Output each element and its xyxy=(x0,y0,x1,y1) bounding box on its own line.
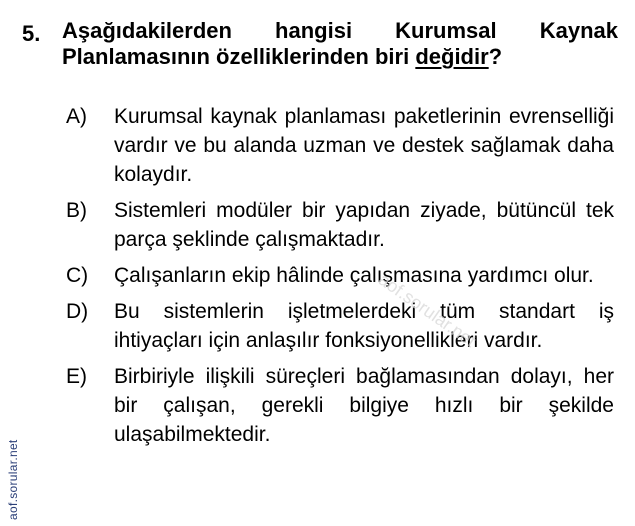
option-label: B) xyxy=(66,199,87,222)
question-text-emphasis: değidir xyxy=(415,44,489,69)
option-label: E) xyxy=(66,365,87,388)
question-header xyxy=(22,18,618,70)
option-a[interactable] xyxy=(66,102,614,189)
question-text-end: ? xyxy=(488,44,503,69)
option-c[interactable] xyxy=(66,261,614,290)
option-label: A) xyxy=(66,105,87,128)
question-text xyxy=(62,18,618,70)
option-e[interactable] xyxy=(66,362,614,449)
option-label: C) xyxy=(66,264,89,287)
question-number: 5. xyxy=(22,21,41,46)
option-d[interactable] xyxy=(66,297,614,355)
option-text: Çalışanların ekip hâlinde çalışmasına yardımcı olur. xyxy=(114,264,594,287)
question-text-main: Aşağıdakilerden hangisi Kurumsal Kaynak Planlamasının özelliklerinden biri xyxy=(62,18,618,69)
answer-options xyxy=(66,102,614,456)
center-watermark: aof.sorular.net xyxy=(374,269,480,351)
option-text: Sistemleri modüler bir yapıdan ziyade, bütüncül tek parça şeklinde çalışmaktadır. xyxy=(114,199,614,251)
option-label: D) xyxy=(66,300,89,323)
option-text: Kurumsal kaynak planlaması paketlerinin evrenselliği vardır ve bu alanda uzman ve destek sağlamak daha kolaydır. xyxy=(114,105,614,186)
question-block xyxy=(22,18,618,70)
side-watermark: aof.sorular.net xyxy=(6,439,20,520)
option-text: Birbiriyle ilişkili süreçleri bağlamasından dolayı, her bir çalışan, gerekli bilgiye hızlı bir şekilde ulaşabilmektedir. xyxy=(114,365,614,446)
option-text: Bu sistemlerin işletmelerdeki tüm standart iş ihtiyaçları için anlaşılır fonksiyonellikleri vardır. xyxy=(114,300,614,352)
option-b[interactable] xyxy=(66,196,614,254)
